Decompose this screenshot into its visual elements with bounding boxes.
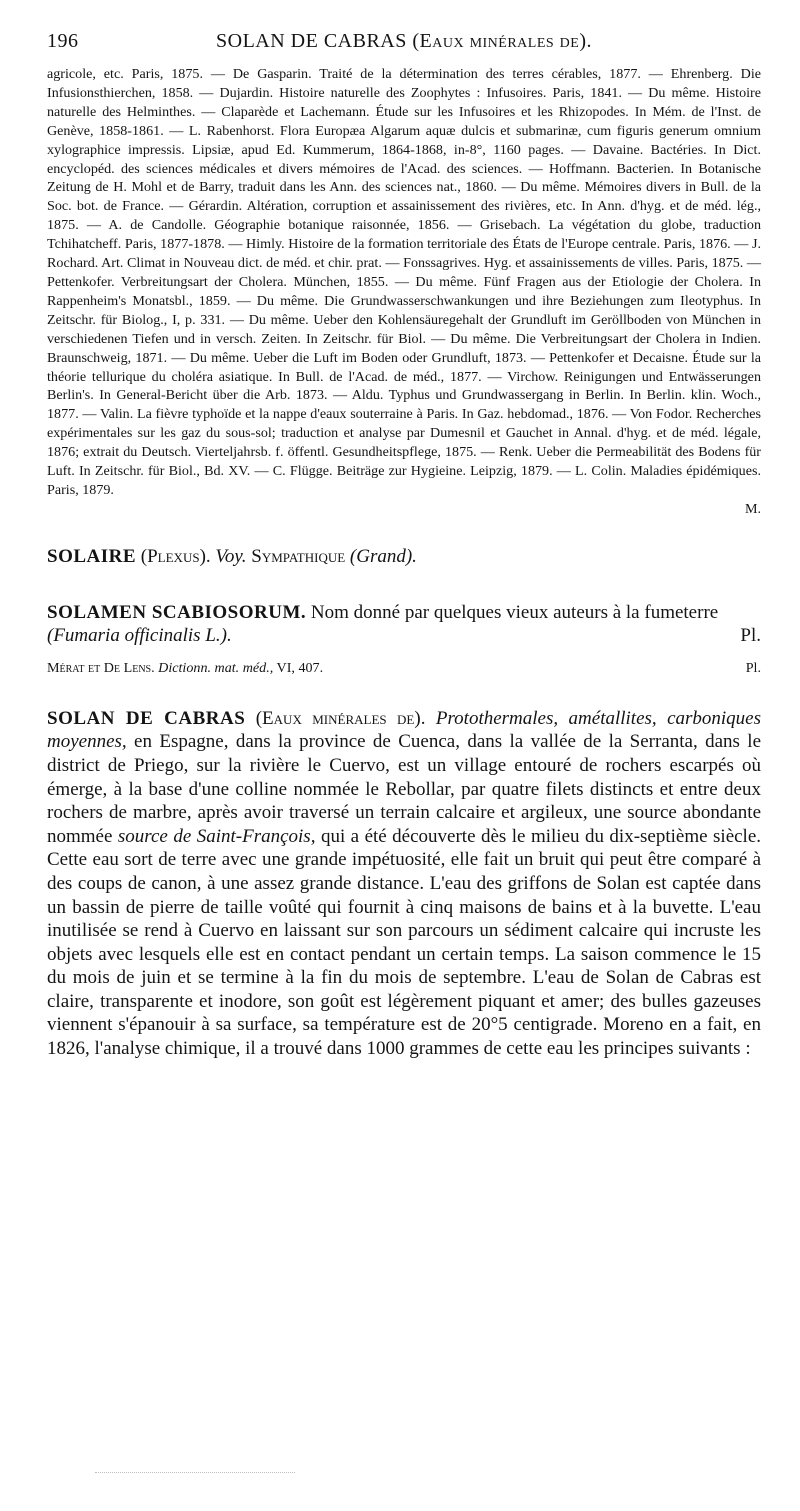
entry-solan: [47, 707, 761, 1061]
entry-solamen-reference: [47, 659, 761, 677]
page-header: [47, 30, 761, 56]
entry-solamen-headword: SOLAMEN SCABIOSORUM.: [47, 601, 307, 623]
reference-signature: Pl.: [745, 659, 761, 676]
running-title-main: SOLAN DE CABRAS: [216, 30, 407, 52]
entry-solamen-last-line: [47, 624, 761, 647]
entry-solan-paren: (Eaux minérales de).: [255, 707, 426, 729]
entry-solan-classification: Protothermales, amétallites, carboniques moyennes,: [47, 707, 762, 753]
entry-solaire-ref: Sympathique: [251, 545, 346, 567]
bibliography-text: agricole, etc. Paris, 1875. — De Gasparin. Traité de la détermination des terres cérables, 1877. — Ehrenberg. Die Infusionsthierchen, 1858. — Dujardin. Histoire naturelle des Zoophytes : Infusoires. Paris, 1841. — Du même. Histoire naturelle des Helminthes. — Claparède et Lachemann. Étude sur les Infusoires et les Rhizopodes. In Mém. de l'Inst. de Genève, 1858-1861. — L. Rabenhorst. Flora Europæa Algarum aquæ dulcis et submarinæ, cum figuris generum omnium xylographice impressis. Lipsiæ, apud Ed. Kummerum, 1864-1868, in-8°, 1160 pages. — Davaine. Bactéries. In Dict. encyclopéd. des sciences médicales et divers mémoires de l'Acad. des sciences. — Hoffmann. Bacterien. In Botanische Zeitung de H. Mohl et de Barry, traduit dans les Ann. des sciences nat., 1860. — Du même. Mémoires divers in Bull. de la Soc. bot. de France. — Gérardin. Altération, corruption et assainissement des rivières, etc. In Ann. d'hyg. et de méd. lég., 1875. — A. de Candolle. Géographie botanique raisonnée, 1856. — Grisebach. La végétation du globe, traduction Tchihatcheff. Paris, 1877-1878. — Himly. Histoire de la formation territoriale des États de l'Europe centrale. Paris, 1876. — J. Rochard. Art. Climat in Nouveau dict. de méd. et chir. prat. — Fonssagrives. Hyg. et assainissements de villes. Paris, 1875. — Pettenkofer. Verbreitungsart der Cholera. München, 1855. — Du même. Fünf Fragen aus der Etiologie der Cholera. In Rappenheim's Monatsbl., 1859. — Du même. Die Grundwasserschwankungen und ihre Beziehungen zum Ileotyphus. In Zeitschr. für Biolog., I, p. 331. — Du même. Ueber den Kohlensäuregehalt der Grundluft im Geröllboden von München in verschiedenen Tiefen und in versch. Zeiten. In Zeitschr. für Biol. — Du même. Die Verbreitungsart der Cholera in Indien. Braunschweig, 1871. — Du même. Ueber die Luft im Boden oder Grundluft, 1873. — Pettenkofer et Decaisne. Étude sur la théorie tellurique du choléra asiatique. In Bull. de l'Acad. de méd., 1877. — Virchow. Reinigungen und Entwässerungen Berlin's. In General-Bericht über die Arb. 1873. — Aldu. Typhus und Grundwassergang in Berlin. In Berlin. klin. Woch., 1877. — Valin. La fièvre typhoïde et la nappe d'eaux souterraine à Paris. In Gaz. hebdomad., 1876. — Von Fodor. Recherches expérimentales sur les gaz du sous-sol; traduction et analyse par Dumesnil et Gauchet in Annal. d'hyg. et de méd. légale, 1876; extrait du Deutsch. Vierteljahrsb. f. öffentl. Gesundheitspflege, 1875. — Renk. Ueber die Permeabilität des Bodens für Luft. In Zeitschr. für Biol., Bd. XV. — C. Flügge. Beiträge zur Hygieine. Leipzig, 1879. — L. Colin. Maladies épidémiques. Paris, 1879.: [47, 66, 761, 498]
reference-location: VI, 407.: [276, 659, 324, 676]
entry-solamen-text: Nom donné par quelques vieux auteurs à la fumeterre: [310, 601, 719, 623]
entry-solamen: [47, 601, 761, 647]
entry-solan-headword: SOLAN DE CABRAS: [47, 707, 246, 729]
reference-title: Dictionn. mat. méd.,: [158, 659, 274, 676]
entry-solaire: [47, 545, 761, 569]
running-title-paren: (Eaux minérales de).: [412, 30, 592, 52]
entry-solaire-paren: (Plexus).: [140, 545, 211, 567]
footer-mark: [95, 1472, 295, 1475]
running-title: [87, 30, 761, 53]
entry-solaire-voy: Voy.: [215, 545, 247, 567]
bibliography-signature: M.: [744, 500, 761, 517]
entry-solamen-reference-text: [47, 659, 323, 677]
entry-solan-text-1: en Espagne, dans la province de Cuenca, dans la vallée de la Serranta, dans le district de Priego, sur la rivière le Cuervo, est un village entouré de rochers escarpés où émerge, à la base d'une colline nommée le Rebollar, par quatre filets distincts et entre deux rochers de marbre, après avoir traversé un terrain calcaire et argileux, une source abondante nommée: [47, 731, 761, 847]
entry-solamen-plant: (Fumaria officinalis L.).: [47, 624, 232, 646]
page-number: 196: [47, 30, 79, 52]
entry-solaire-ref-qualifier: (Grand).: [349, 545, 417, 567]
entry-solamen-signature: Pl.: [740, 624, 761, 646]
bibliography-block: [47, 65, 761, 519]
entry-solan-text-2: qui a été découverte dès le milieu du dix-septième siècle. Cette eau sort de terre avec une grande impétuosité, elle fait un bruit qui peut être comparé à des coups de canon, à une assez grande distance. L'eau des griffons de Solan est captée dans un bassin de pierre de taille voûté qui fournit à cinq maisons de bains et à la buvette. L'eau inutilisée se rend à Cuervo en laissant sur son parcours un sédiment calcaire qui incruste les objets avec lesquels elle est en contact pendant un certain temps. La saison commence le 15 du mois de juin et se termine à la fin du mois de septembre. L'eau de Solan de Cabras est claire, transparente et inodore, son goût est légèrement piquant et amer; des bulles gazeuses viennent s'épanouir à sa surface, sa température est de 20°5 centigrade. Moreno en a fait, en 1826, l'analyse chimique, il a trouvé dans 1000 grammes de cette eau les principes suivants :: [47, 825, 762, 1060]
dictionary-page: [47, 30, 761, 1061]
reference-authors: Mérat et De Lens.: [47, 659, 155, 676]
entry-solaire-headword: SOLAIRE: [47, 545, 137, 567]
entry-solan-source-name: source de Saint-François,: [117, 825, 316, 847]
